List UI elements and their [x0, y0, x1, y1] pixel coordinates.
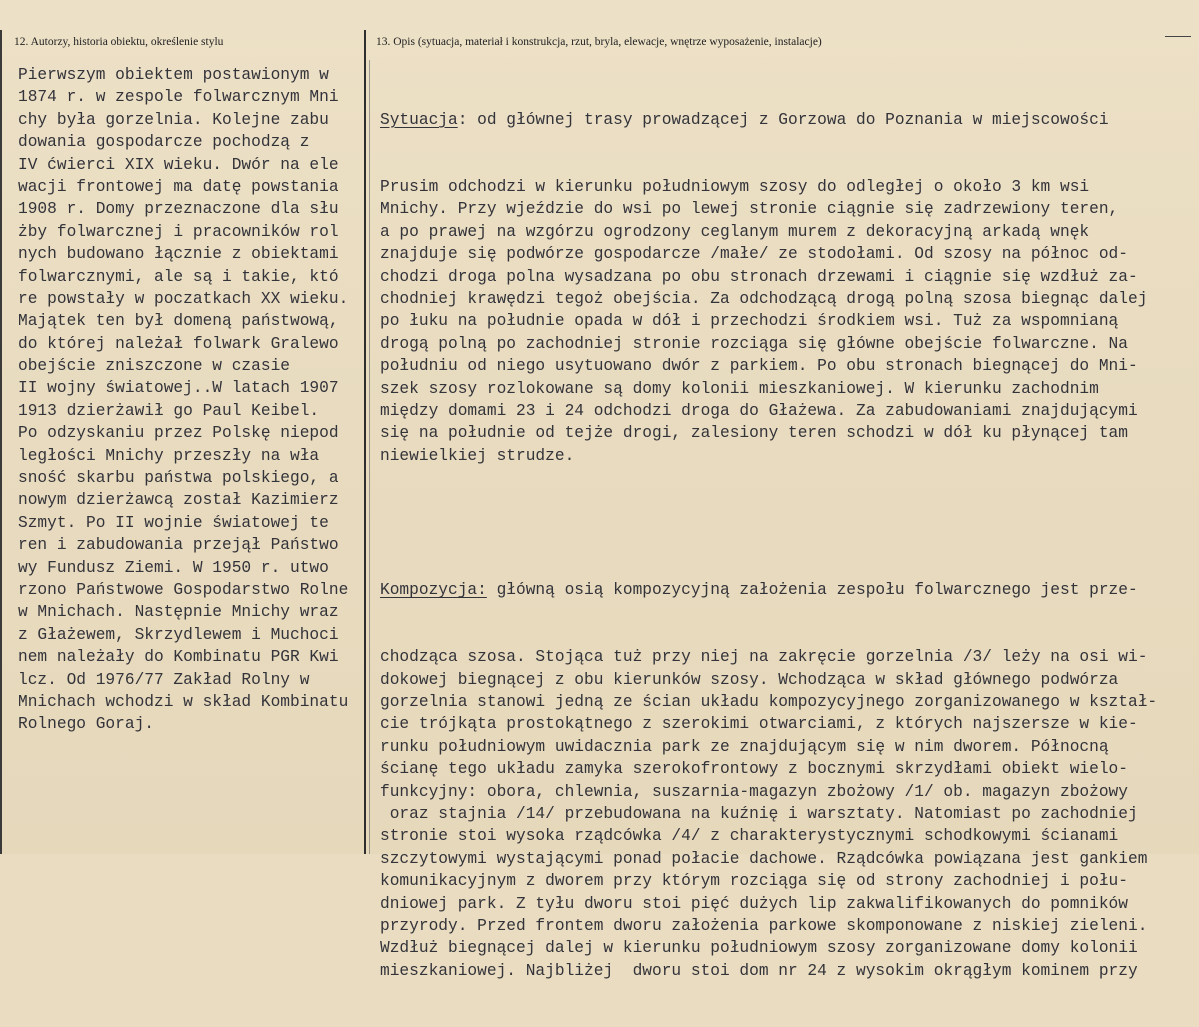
kompozycja-text-line: dokowej biegnącej z obu kierunków szosy. Wchodząca w skład głównego podwórza	[380, 670, 1119, 689]
history-text-line: w Mnichach. Następnie Mnichy wraz	[18, 603, 339, 622]
corner-mark	[1165, 36, 1191, 41]
kompozycja-text-line: szczytowymi wystającymi ponad połacie dachowe. Rządcówka powiązana jest gankiem	[380, 849, 1148, 868]
kompozycja-text-line: mieszkaniowej. Najbliżej dworu stoi dom nr 24 z wysokim okrągłym kominem przy	[380, 961, 1138, 980]
history-text-line: ległości Mnichy przeszły na wła	[18, 446, 320, 465]
history-text-line: Mnichach wchodzi w skład Kombinatu	[18, 692, 349, 711]
history-text-line: wy Fundusz Ziemi. W 1950 r. utwo	[18, 558, 329, 577]
column-divider-shadow	[369, 60, 370, 854]
description-text-column	[380, 64, 1157, 1027]
history-text-line: 1908 r. Domy przeznaczone dla słu	[18, 200, 339, 219]
kompozycja-text-line: przyrody. Przed frontem dworu założenia parkowe skomponowane z niskiej zieleni.	[380, 917, 1148, 935]
kompozycja-first-line-text: główną osią kompozycyjną założenia zespołu folwarcznego jest prze-	[486, 581, 1138, 600]
kompozycja-text-line: Wzdłuż biegnącej dalej w kierunku południowym szosy zorganizowane domy kolonii	[380, 939, 1138, 958]
history-text-line: re powstały w poczatkach XX wieku.	[18, 289, 349, 308]
history-text-line: żby folwarcznej i pracowników rol	[18, 222, 339, 241]
kompozycja-text-line: funkcyjny: obora, chlewnia, suszarnia-magazyn zbożowy /1/ ob. magazyn zbożowy	[380, 782, 1128, 801]
sytuacja-text-line: niewielkiej strudze.	[380, 446, 575, 465]
sytuacja-text-line: chodzi droga polna wysadzana po obu stronach drzewami i ciągnie się wzdłuż za-	[380, 267, 1138, 286]
sytuacja-text-line: drogą polną po zachodniej stronie rozciąga się główne obejście folwarczne. Na	[380, 334, 1128, 353]
kompozycja-text-line: ścianę tego układu zamyka szerokofrontowy z bocznymi skrzydłami obiekt wielo-	[380, 760, 1128, 779]
header-description: 13. Opis (sytuacja, materiał i konstrukcja, rzut, bryla, elewacje, wnętrze wyposażenie, instalacje)	[376, 36, 822, 48]
sytuacja-paragraph	[380, 176, 1157, 467]
history-text-column	[18, 64, 348, 736]
history-text-line: wacji frontowej ma datę powstania	[18, 177, 339, 196]
kompozycja-text-line: stronie stoi wysoka rządcówka /4/ z charakterystycznymi schodkowymi ścianami	[380, 827, 1119, 846]
history-text-line: nowym dzierżawcą został Kazimierz	[18, 491, 339, 510]
history-text-line: do której należał folwark Gralewo	[18, 334, 339, 353]
history-text-line: II wojny światowej..W latach 1907	[18, 379, 339, 398]
history-text-line: 1874 r. w zespole folwarcznym Mni	[18, 88, 339, 107]
history-text-line: Szmyt. Po II wojnie światowej te	[18, 513, 329, 532]
history-text-line: dowania gospodarcze pochodzą z	[18, 133, 310, 152]
paragraph-gap	[380, 512, 1157, 534]
history-text-line: folwarcznymi, ale są i takie, któ	[18, 267, 339, 286]
kompozycja-text-line: oraz stajnia /14/ przebudowana na kuźnię i warsztaty. Natomiast po zachodniej	[380, 805, 1138, 824]
sytuacja-text-line: między domami 23 i 24 odchodzi droga do Głażewa. Za zabudowaniami znajdującymi	[380, 401, 1138, 420]
card-left-border	[0, 30, 2, 854]
sytuacja-text-line: szek szosy rozlokowane są domy kolonii mieszkaniowej. W kierunku zachodnim	[380, 379, 1099, 398]
history-text-line: rzono Państwowe Gospodarstwo Rolne	[18, 580, 349, 599]
sytuacja-text-line: chodniej krawędzi tegoż obejścia. Za odchodzącą drogą polną szosa biegnąc dalej	[380, 289, 1148, 308]
history-text-line: z Głażewem, Skrzydlewem i Muchoci	[18, 625, 339, 644]
sytuacja-text-line: się na południe od tejże drogi, zalesiony teren schodzi w dół ku płynącej tam	[380, 424, 1128, 443]
kompozycja-text-line: komunikacyjnym z dworem przy którym rozciąga się od strony zachodniej i połu-	[380, 872, 1128, 891]
history-text-line: Po odzyskaniu przez Polskę niepod	[18, 424, 339, 443]
history-text-line: lcz. Od 1976/77 Zakład Rolny w	[18, 670, 310, 689]
history-text-line: IV ćwierci XIX wieku. Dwór na ele	[18, 155, 339, 174]
sytuacja-text-line: znajduje się podwórze gospodarcze /małe/ ze stodołami. Od szosy na północ od-	[380, 245, 1128, 264]
column-divider	[364, 30, 366, 854]
kompozycja-text-line: runku południowym uwidacznia park ze znajdującym się w nim dworem. Północną	[380, 737, 1109, 756]
sytuacja-text-line: Prusim odchodzi w kierunku południowym szosy do odległej o około 3 km wsi	[380, 178, 1090, 197]
history-text-line: 1913 dzierżawił go Paul Keibel.	[18, 401, 320, 420]
kompozycja-paragraph	[380, 646, 1157, 982]
kompozycja-text-line: dniowej park. Z tyłu dworu stoi pięć dużych lip zakwalifikowanych do pomników	[380, 894, 1128, 913]
sytuacja-text-line: a po prawej na wzgórzu ogrodzony ceglanym murem z dekoracyjną arkadą wnęk	[380, 222, 1090, 241]
history-text-line: ren i zabudowania przejął Państwo	[18, 536, 339, 555]
kompozycja-text-line: gorzelnia stanowi jedną ze ścian układu kompozycyjnego zorganizowanego w kształ-	[380, 693, 1158, 712]
history-text-line: chy była gorzelnia. Kolejne zabu	[18, 110, 329, 129]
history-text-line: Pierwszym obiektem postawionym w	[18, 66, 329, 84]
sytuacja-first-line-text: : od głównej trasy prowadzącej z Gorzowa do Poznania w miejscowości	[457, 110, 1109, 129]
sytuacja-text-line: Mnichy. Przy wjeździe do wsi po lewej stronie ciągnie się zadrzewiony teren,	[380, 200, 1119, 219]
sytuacja-text-line: po łuku na południe opada w dół i przechodzi środkiem wsi. Tuż za wspomnianą	[380, 312, 1119, 331]
history-text-line: nych budowano łącznie z obiektami	[18, 245, 339, 264]
kompozycja-text-line: cie trójkąta prostokątnego z szerokimi otwarciami, z których najszersze w kie-	[380, 715, 1138, 734]
history-text-line: sność skarbu państwa polskiego, a	[18, 469, 339, 488]
history-text-line: Majątek ten był domeną państwową,	[18, 312, 339, 331]
history-text-line: nem należały do Kombinatu PGR Kwi	[18, 648, 339, 667]
kompozycja-text-line: chodząca szosa. Stojąca tuż przy niej na zakręcie gorzelnia /3/ leży na osi wi-	[380, 648, 1148, 667]
sytuacja-first-line	[380, 109, 1157, 131]
header-authors-history: 12. Autorzy, historia obiektu, określenie stylu	[14, 36, 224, 48]
kompozycja-first-line	[380, 579, 1157, 601]
sytuacja-text-line: południu od niego usytuowano dwór z parkiem. Po obu stronach biegnącej do Mni-	[380, 357, 1138, 376]
kompozycja-label: Kompozycja:	[380, 581, 487, 600]
sytuacja-label: Sytuacja	[380, 110, 458, 129]
history-text-line: Rolnego Goraj.	[18, 715, 154, 734]
history-text-line: obejście zniszczone w czasie	[18, 357, 290, 376]
